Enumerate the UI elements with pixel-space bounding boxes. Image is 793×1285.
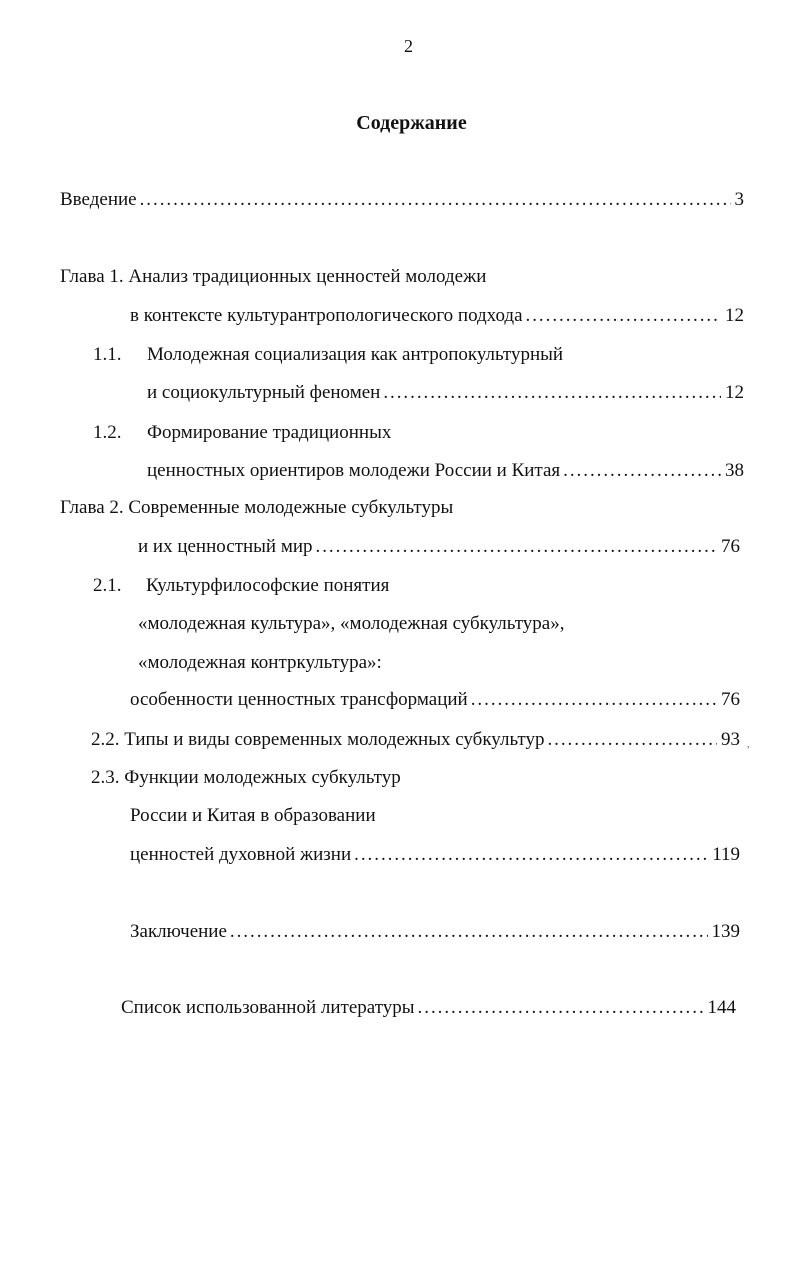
toc-entry-label: Введение (60, 189, 137, 210)
toc-section-1-2-number: 1.2. (93, 422, 122, 443)
toc-section-1-1-heading[interactable]: Молодежная социализация как антропокультурный (147, 344, 564, 365)
toc-section-1-2-heading[interactable]: Формирование традиционных (147, 422, 392, 443)
dot-leader (354, 845, 708, 864)
dot-leader (316, 537, 717, 556)
toc-entry-intro[interactable] (60, 190, 744, 209)
dot-leader (230, 922, 708, 941)
toc-entry-page: 76 (721, 689, 740, 710)
toc-entry-page: 144 (707, 997, 736, 1018)
dot-leader (418, 998, 704, 1017)
toc-entry-label: Список использованной литературы (121, 997, 415, 1018)
toc-section-2-1-number: 2.1. (93, 575, 122, 596)
toc-entry-label: 2.2. Типы и виды современных молодежных субкультур (91, 729, 545, 750)
toc-entry-section-2-3[interactable] (130, 845, 740, 864)
toc-entry-conclusion[interactable] (130, 922, 740, 941)
toc-entry-section-2-2[interactable] (91, 730, 740, 749)
toc-chapter-1-heading[interactable]: Глава 1. Анализ традиционных ценностей молодежи (60, 266, 487, 287)
toc-entry-page: 3 (734, 189, 744, 210)
toc-section-1-1-number: 1.1. (93, 344, 122, 365)
toc-section-2-3-heading[interactable]: 2.3. Функции молодежных субкультур (91, 767, 401, 788)
toc-entry-page: 12 (725, 305, 744, 326)
toc-entry-label: ценностных ориентиров молодежи России и Китая (147, 460, 561, 481)
toc-entry-page: 93 (721, 729, 740, 750)
toc-entry-page: 38 (725, 460, 744, 481)
toc-section-2-1-heading[interactable]: Культурфилософские понятия (146, 575, 390, 596)
dot-leader (471, 690, 717, 709)
toc-entry-section-2-1[interactable] (130, 690, 740, 709)
dot-leader (140, 190, 731, 209)
toc-entry-label: Заключение (130, 921, 227, 942)
dot-leader (526, 306, 721, 325)
dot-leader (547, 730, 717, 749)
toc-entry-section-1-1[interactable] (147, 383, 744, 402)
toc-entry-chapter-1[interactable] (130, 306, 744, 325)
toc-entry-label: ценностей духовной жизни (130, 844, 352, 865)
toc-section-2-1-line-2: «молодежная культура», «молодежная субкультура», (138, 613, 565, 634)
toc-entry-page: 139 (711, 921, 740, 942)
toc-entry-label: в контексте культурантропологического подхода (130, 305, 523, 326)
toc-entry-label: и социокультурный феномен (147, 382, 381, 403)
toc-entry-label: особенности ценностных трансформаций (130, 689, 468, 710)
toc-entry-bibliography[interactable] (121, 998, 736, 1017)
toc-title: Содержание (356, 112, 467, 134)
toc-entry-page: 12 (725, 382, 744, 403)
dot-leader (383, 383, 721, 402)
page-number: 2 (404, 36, 413, 56)
dot-leader (563, 461, 721, 480)
toc-entry-page: 76 (721, 536, 740, 557)
toc-entry-chapter-2[interactable] (138, 537, 740, 556)
toc-entry-label: и их ценностный мир (138, 536, 313, 557)
toc-chapter-2-heading[interactable]: Глава 2. Современные молодежные субкультуры (60, 497, 454, 518)
toc-section-2-1-line-3: «молодежная контркультура»: (138, 652, 382, 673)
stray-mark: , (747, 739, 750, 750)
toc-section-2-3-line-2: России и Китая в образовании (130, 805, 376, 826)
toc-entry-section-1-2[interactable] (147, 461, 744, 480)
toc-entry-page: 119 (712, 844, 740, 865)
